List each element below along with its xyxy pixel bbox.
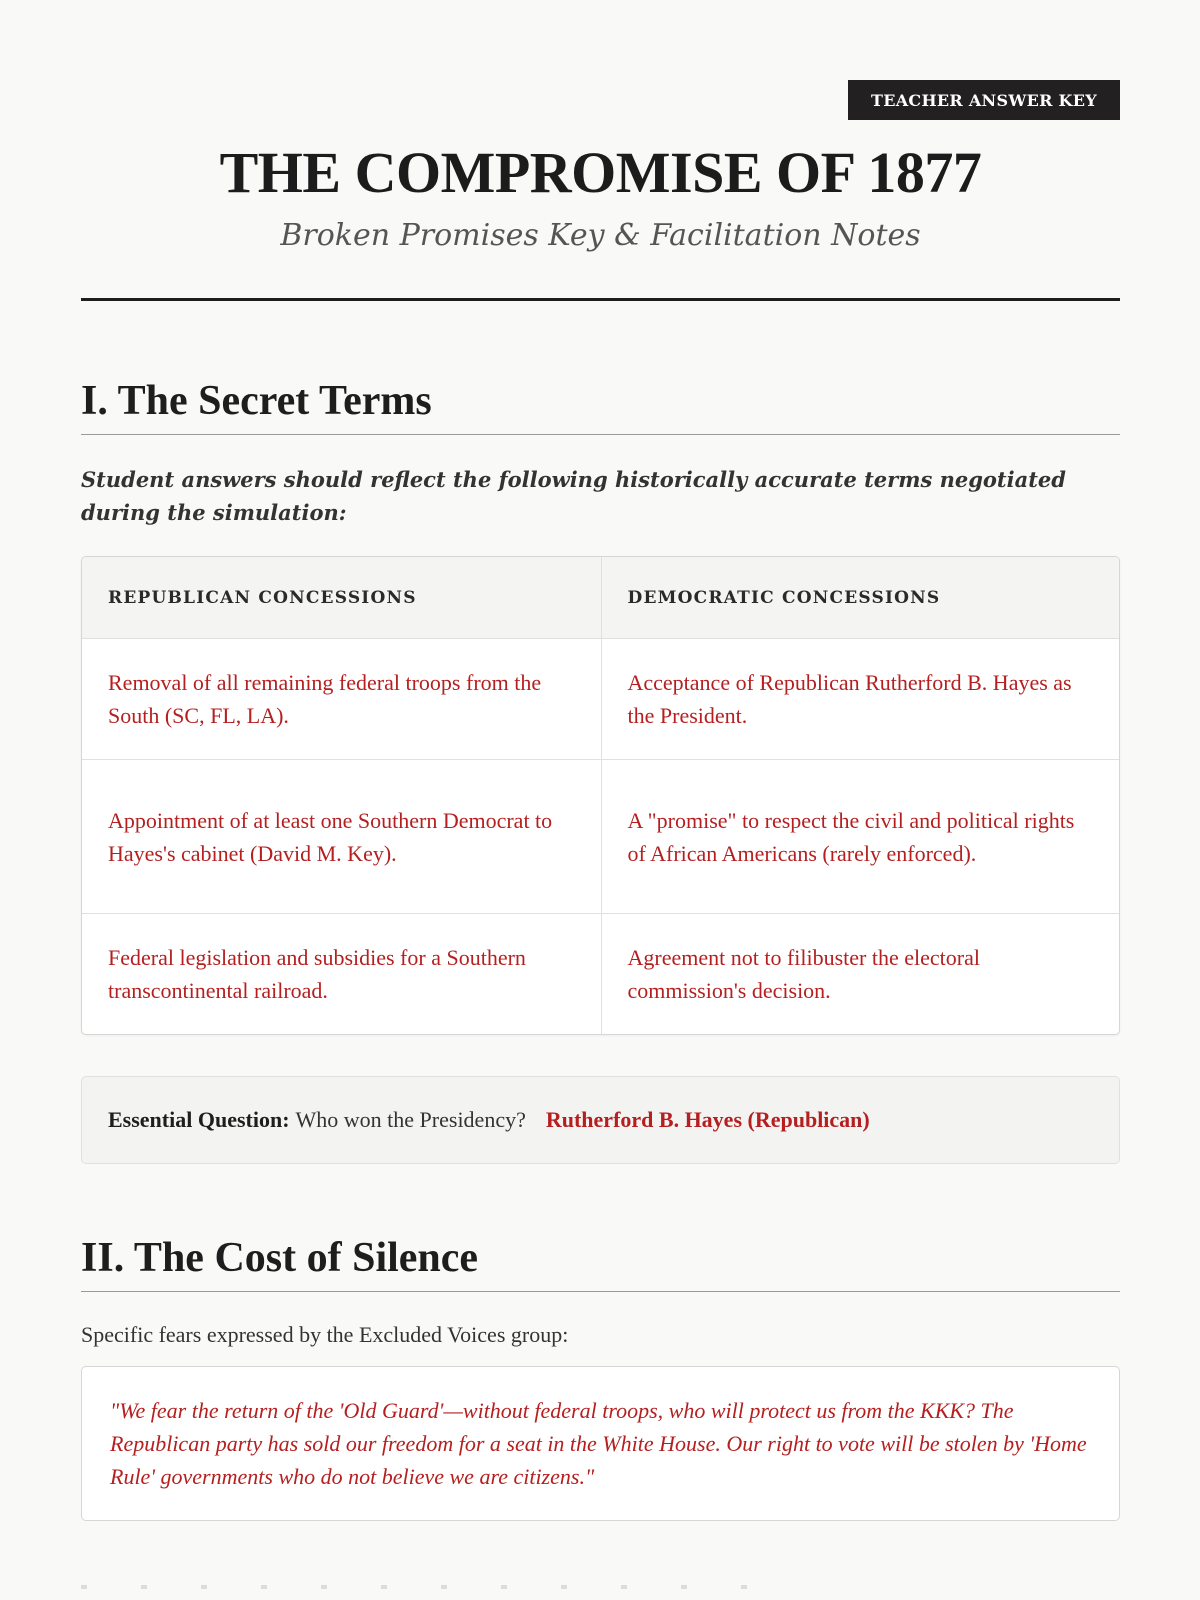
essential-question-label: Essential Question:	[108, 1107, 290, 1132]
table-cell	[82, 914, 601, 1034]
republican-concession: Removal of all remaining federal troops from the South (SC, FL, LA).	[108, 670, 542, 728]
header-republican-concessions: REPUBLICAN CONCESSIONS	[108, 587, 417, 608]
table-header-cell	[82, 557, 601, 638]
table-cell	[82, 639, 601, 759]
header-democratic-concessions: DEMOCRATIC CONCESSIONS	[627, 587, 941, 608]
concessions-table	[81, 556, 1120, 1035]
table-row	[82, 759, 1119, 913]
teacher-answer-key-badge: TEACHER ANSWER KEY	[848, 80, 1120, 120]
table-header-row	[82, 557, 1119, 638]
section-divider	[81, 1291, 1120, 1292]
table-header-cell	[601, 557, 1120, 638]
essential-question-text: Who won the Presidency?	[295, 1107, 526, 1132]
section-intro: Student answers should reflect the following historically accurate terms negotiated during the simulation:	[81, 467, 1066, 525]
democratic-concession: Agreement not to filibuster the electoral commission's decision.	[627, 945, 980, 1003]
page-subtitle: Broken Promises Key & Facilitation Notes	[280, 218, 921, 253]
section-divider	[81, 434, 1120, 435]
essential-question-answer: Rutherford B. Hayes (Republican)	[545, 1107, 870, 1132]
republican-concession: Appointment of at least one Southern Democrat to Hayes's cabinet (David M. Key).	[108, 807, 553, 866]
cut-off-next-content	[81, 1585, 781, 1589]
democratic-concession: A "promise" to respect the civil and political rights of African Americans (rarely enforced).	[627, 807, 1075, 866]
table-cell	[82, 760, 601, 913]
table-cell	[601, 639, 1120, 759]
table-row	[82, 913, 1119, 1034]
section-title-cost-of-silence: II. The Cost of Silence	[81, 1235, 479, 1281]
answer-key-page	[81, 0, 1120, 1521]
republican-concession: Federal legislation and subsidies for a Southern transcontinental railroad.	[108, 945, 526, 1003]
essential-question-box	[81, 1076, 1120, 1164]
excluded-voices-quote: "We fear the return of the 'Old Guard'—without federal troops, who will protect us from the KKK? The Republican party has sold our freedom for a seat in the White House. Our right to vote will be stolen by 'Home Rule' governments who do not believe we are citizens."	[110, 1398, 1087, 1489]
table-cell	[601, 760, 1120, 913]
page-title: THE COMPROMISE OF 1877	[219, 140, 982, 205]
section-title-secret-terms: I. The Secret Terms	[81, 378, 432, 424]
table-cell	[601, 914, 1120, 1034]
badge-row	[81, 0, 1120, 120]
excluded-voices-quote-box	[81, 1366, 1120, 1521]
header-divider	[81, 298, 1120, 301]
fears-label: Specific fears expressed by the Excluded Voices group:	[81, 1322, 569, 1347]
democratic-concession: Acceptance of Republican Rutherford B. Hayes as the President.	[627, 670, 1072, 728]
table-row	[82, 638, 1119, 759]
